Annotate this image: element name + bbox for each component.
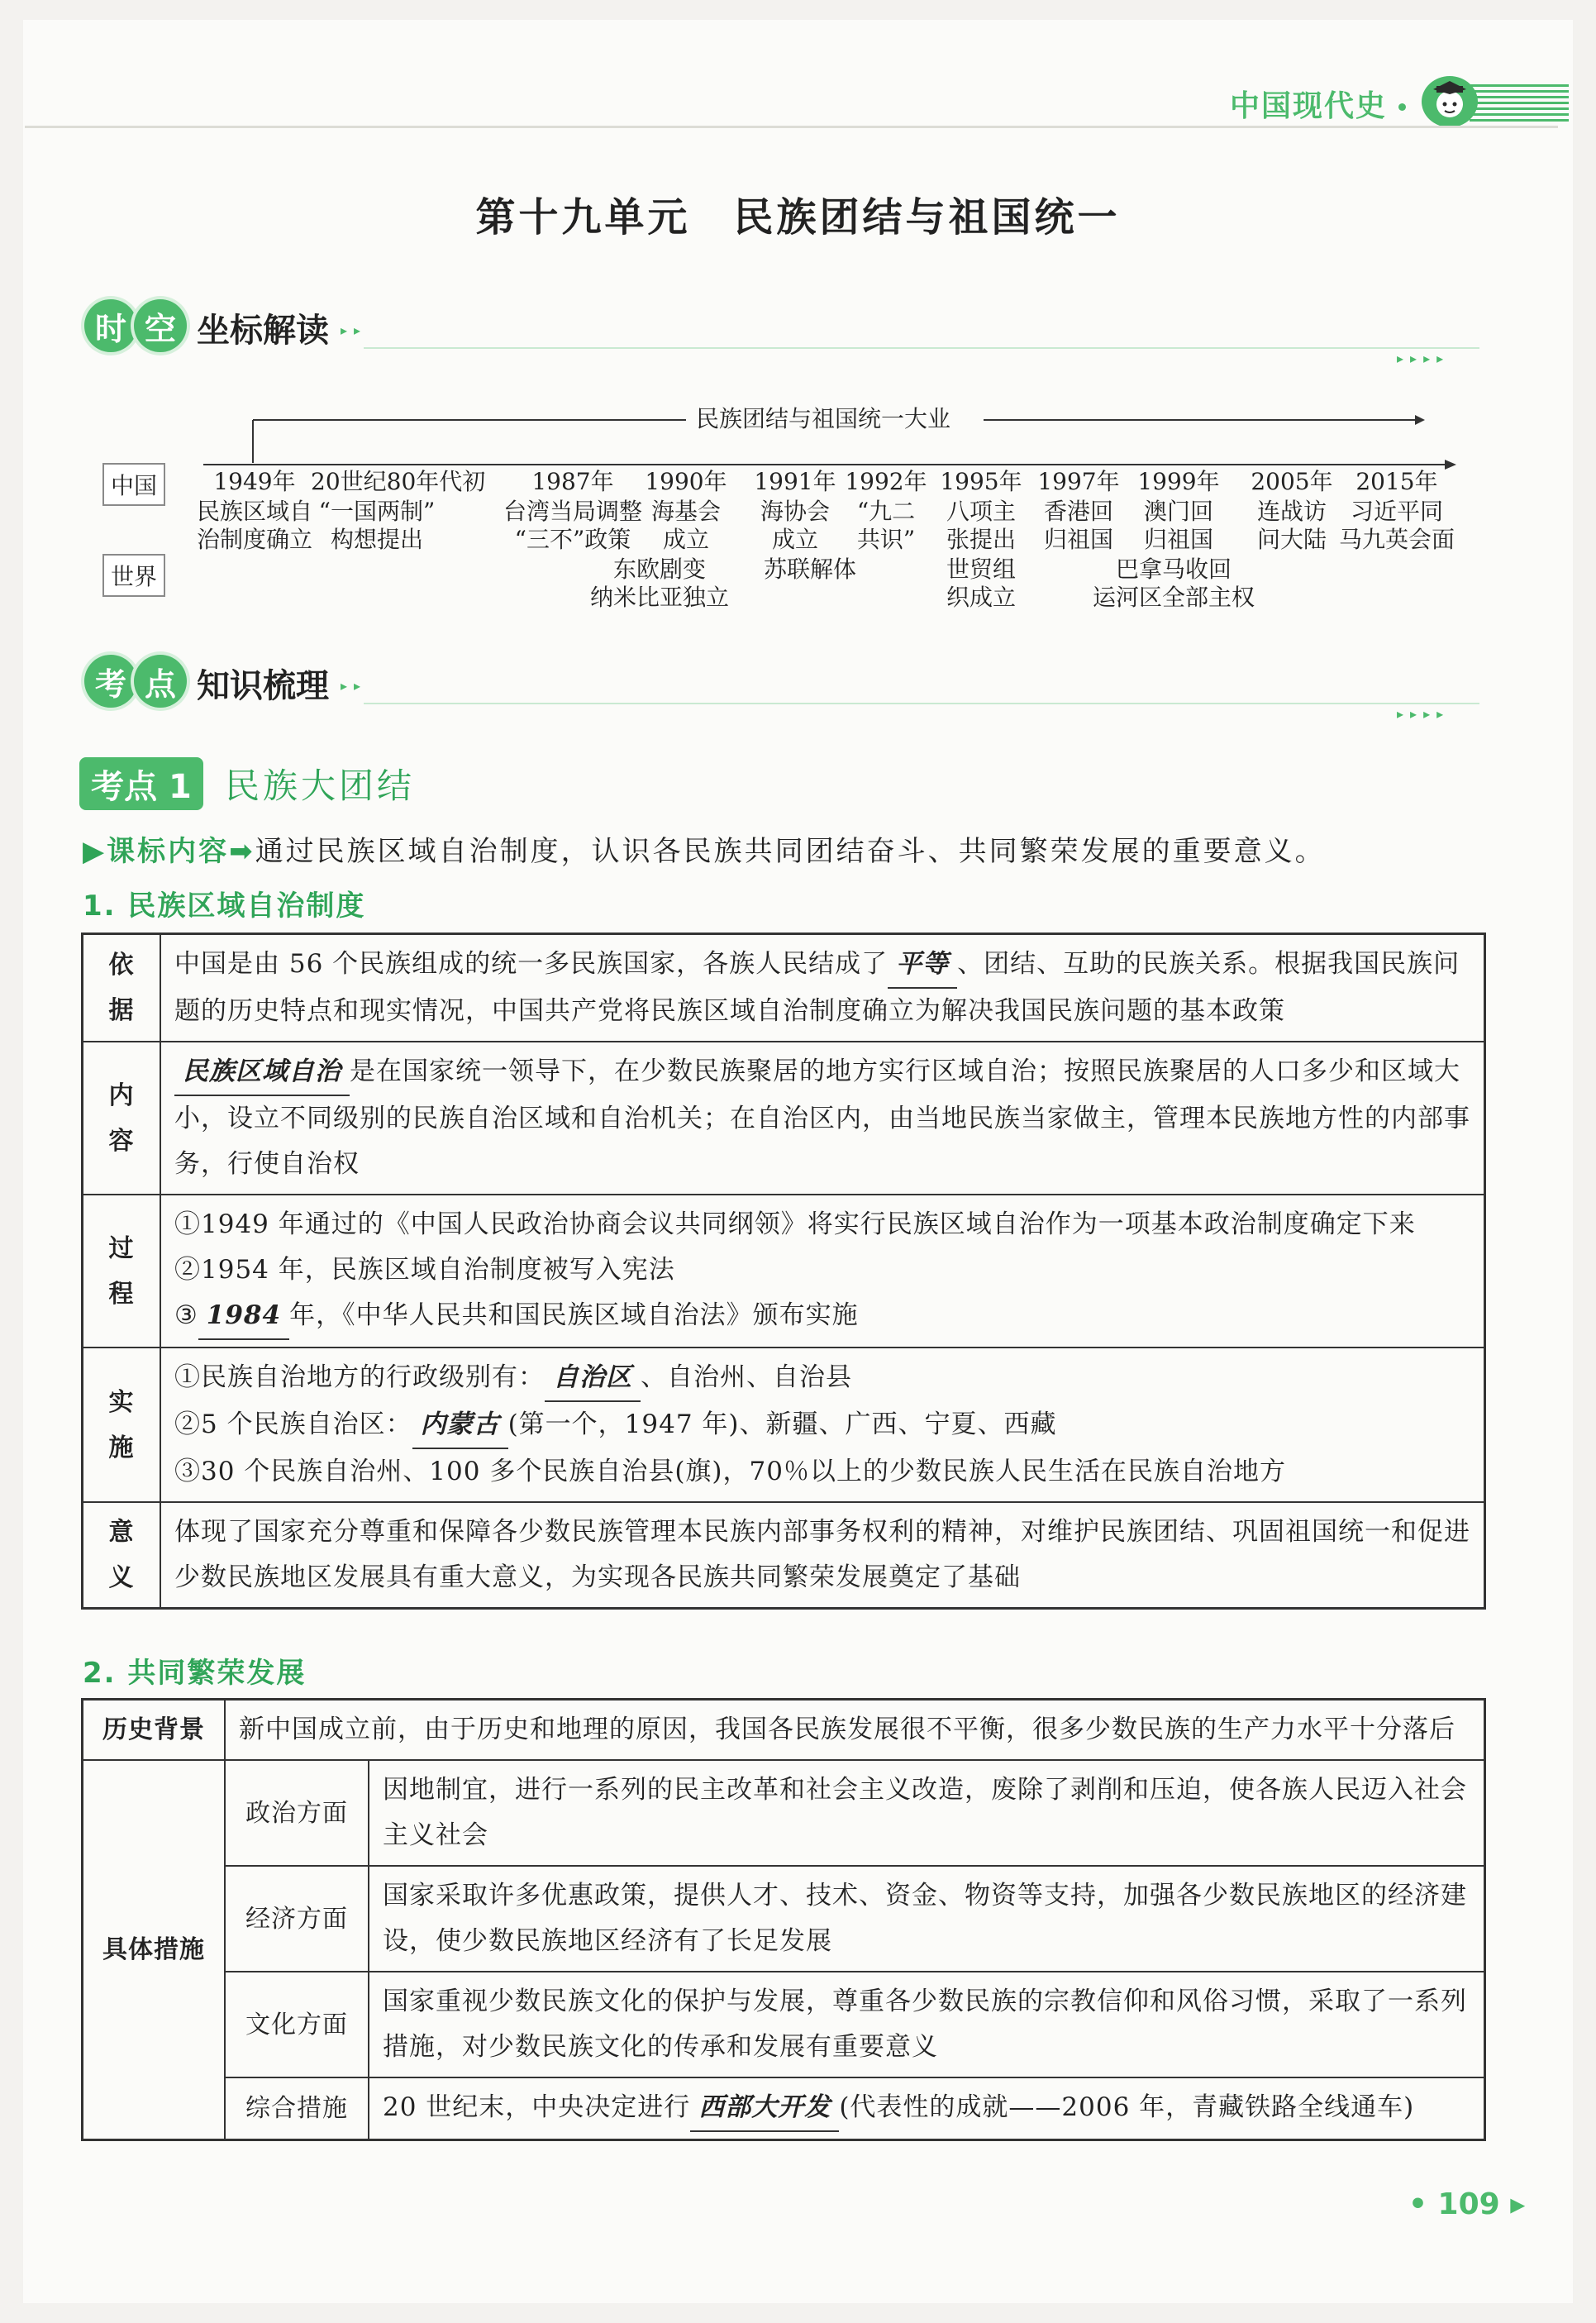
subheading-1: 1. 民族区域自治制度: [83, 890, 366, 923]
label-neirong: 内容: [83, 1042, 161, 1195]
row-label-china: 中国: [102, 463, 165, 506]
line: [174, 1355, 1470, 1402]
text: ①民族自治地方的行政级别有：: [174, 1362, 545, 1392]
label-economic: 经济方面: [225, 1866, 369, 1972]
timeline-year: 1990年: [645, 468, 727, 495]
timeline-year: 1987年: [531, 468, 614, 495]
development-table: [81, 1698, 1486, 2141]
cell-economic: 国家采取许多优惠政策，提供人才、技术、资金、物资等支持，加强各少数民族地区的经济建设，使少数民族地区经济有了长足发展: [369, 1866, 1485, 1972]
cell-background: 新中国成立前，由于历史和地理的原因，我国各民族发展很不平衡，很多少数民族的生产力水平十分落后: [225, 1700, 1485, 1761]
cell-political: 因地制宜，进行一系列的民主改革和社会主义改造，废除了剥削和压迫，使各族人民迈入社会主义社会: [369, 1760, 1485, 1866]
china-event: 连战访 问大陆: [1256, 498, 1327, 553]
row-yiyi: [83, 1502, 1485, 1609]
label-political: 政治方面: [225, 1760, 369, 1866]
row-neirong: [83, 1042, 1485, 1195]
row-label-world: 世界: [102, 554, 165, 597]
world-event: 世贸组 织成立: [946, 556, 1016, 611]
cell-cultural: 国家重视少数民族文化的保护与发展，尊重各少数民族的宗教信仰和风俗习惯，采取了一系列措施，对少数民族文化的传承和发展有重要意义: [369, 1972, 1485, 2077]
autonomy-table: [81, 933, 1486, 1610]
section-rule: [364, 703, 1479, 704]
china-event: 习近平同 马九英会面: [1338, 498, 1455, 553]
row-guocheng: [83, 1195, 1485, 1348]
section-badge-2b: 点: [134, 655, 187, 708]
cell-comprehensive: [369, 2077, 1485, 2140]
section-arrows-icon: ▸▸▸▸: [1397, 706, 1451, 722]
china-event: 海基会 成立: [650, 498, 721, 553]
text: (代表性的成就——2006 年，青藏铁路全线通车): [839, 2092, 1415, 2122]
answer-fill: 1984: [198, 1293, 289, 1340]
text: ②5 个民族自治区：: [174, 1410, 412, 1439]
span-arrowhead: [1415, 415, 1425, 425]
answer-fill: 内蒙古: [412, 1402, 508, 1449]
text: 、自治州、自治县: [641, 1362, 852, 1392]
row-yiju: [83, 934, 1485, 1042]
label-yiju: 依据: [83, 934, 161, 1042]
text: (第一个，1947 年)、新疆、广西、宁夏、西藏: [507, 1410, 1057, 1439]
text: 、团结、互助的民族关系。根据我国民族问题的历史特点和现实情况，中国共产党将民族区域自治制度确立为解决我国民族问题的基本政策: [174, 949, 1460, 1026]
header-dot: [1398, 103, 1406, 111]
china-event: 香港回 归祖国: [1043, 498, 1113, 553]
kaodian-title: 民族大团结: [225, 766, 416, 806]
world-event: 苏联解体: [763, 556, 856, 583]
china-event: 澳门回 归祖国: [1143, 498, 1213, 553]
answer-fill: 平等: [888, 942, 957, 989]
unit-title: 第十九单元 民族团结与祖国统一: [475, 194, 1121, 241]
cell-guocheng: [160, 1195, 1485, 1348]
row-comprehensive: [83, 2077, 1485, 2140]
line: [174, 1293, 1470, 1340]
answer-fill: 民族区域自治: [174, 1049, 350, 1096]
timeline-year: 1997年: [1037, 468, 1120, 495]
label-shishi: 实施: [83, 1348, 161, 1502]
china-event: “一国两制” 构想提出: [318, 498, 436, 553]
cell-shishi: [160, 1348, 1485, 1502]
row-political: [83, 1760, 1485, 1866]
line: ①1949 年通过的《中国人民政治协商会议共同纲领》将实行民族区域自治作为一项基本政治制度确定下来: [174, 1209, 1416, 1239]
timeline-year: 2005年: [1251, 468, 1333, 495]
label-background: 历史背景: [83, 1700, 226, 1761]
kaodian-label: 考点 1: [79, 757, 203, 810]
timeline-year: 1949年: [213, 468, 296, 495]
china-event: 台湾当局调整 “三不”政策: [503, 498, 642, 553]
timeline-year: 20世纪80年代初: [311, 468, 486, 495]
cell-yiyi: 体现了国家充分尊重和保障各少数民族管理本民族内部事务权利的精神，对维护民族团结、巩固祖国统一和促进少数民族地区发展具有重大意义，为实现各民族共同繁荣发展奠定了基础: [160, 1502, 1485, 1609]
china-event: “九二 共识”: [856, 498, 916, 553]
curriculum-text: 通过民族区域自治制度，认识各民族共同团结奋斗、共同繁荣发展的重要意义。: [255, 835, 1326, 868]
subheading-2: 2. 共同繁荣发展: [83, 1657, 307, 1690]
china-event: 海协会 成立: [760, 498, 830, 553]
timeline-year: 1999年: [1137, 468, 1220, 495]
row-cultural: [83, 1972, 1485, 2077]
row-shishi: [83, 1348, 1485, 1502]
answer-fill: 自治区: [545, 1355, 641, 1402]
section-arrows-icon: ▸▸▸▸: [1397, 351, 1451, 366]
timeline-year: 1995年: [940, 468, 1022, 495]
cell-yiju: [160, 934, 1485, 1042]
china-event: 民族区域自 治制度确立: [196, 498, 312, 553]
student-avatar-icon: [1422, 76, 1478, 127]
section-title-knowledge: 知识梳理: [197, 667, 329, 705]
label-guocheng: 过程: [83, 1195, 161, 1348]
timeline-year: 2015年: [1355, 468, 1438, 495]
timeline-span-label: 民族团结与祖国统一大业: [696, 405, 951, 432]
section-badge-1b: 空: [134, 299, 187, 352]
title-arrow-icon: ▸▸: [341, 322, 368, 338]
header-rule: [25, 126, 1558, 128]
curriculum-line: [83, 828, 1326, 869]
section-badge-2a: 考: [84, 655, 137, 708]
timeline-year: 1992年: [845, 468, 927, 495]
curriculum-label: ▶课标内容➡: [83, 835, 255, 868]
label-cultural: 文化方面: [225, 1972, 369, 2077]
china-event: 八项主 张提出: [946, 498, 1016, 553]
text: 年，《中华人民共和国民族区域自治法》颁布实施: [289, 1300, 859, 1330]
text: 是在国家统一领导下，在少数民族聚居的地方实行区域自治；按照民族聚居的人口多少和区域大小，设立不同级别的民族自治区域和自治机关；在自治区内，由当地民族当家做主，管理本民族地方性的内部事务，行使自治权: [174, 1057, 1470, 1179]
label-comprehensive: 综合措施: [225, 2077, 369, 2140]
header-stripes: [1470, 84, 1569, 124]
line: ②1954 年，民族区域自治制度被写入宪法: [174, 1255, 675, 1285]
section-rule: [364, 347, 1479, 349]
timeline-year: 1991年: [754, 468, 836, 495]
text: ③: [174, 1300, 198, 1330]
section-badge-1a: 时: [84, 299, 137, 352]
section-title-timeline: 坐标解读: [197, 312, 329, 350]
title-arrow-icon: ▸▸: [341, 678, 368, 694]
line: ③30 个民族自治州、100 多个民族自治县(旗)，70％以上的少数民族人民生活在民族自治地方: [174, 1457, 1286, 1486]
text: 20 世纪末，中央决定进行: [383, 2092, 691, 2122]
world-event: 巴拿马收回 运河区全部主权: [1092, 556, 1255, 611]
page-number: • 109 ▸: [1408, 2187, 1526, 2221]
text: 中国是由 56 个民族组成的统一多民族国家，各族人民结成了: [174, 949, 889, 979]
cell-neirong: [160, 1042, 1485, 1195]
world-event: 东欧剧变 纳米比亚独立: [589, 556, 729, 611]
label-measures: 具体措施: [83, 1760, 226, 2140]
line: [174, 1402, 1470, 1449]
section-header: 中国现代史: [1230, 89, 1388, 123]
row-economic: [83, 1866, 1485, 1972]
row-background: [83, 1700, 1485, 1761]
label-yiyi: 意义: [83, 1502, 161, 1609]
answer-fill: 西部大开发: [690, 2085, 839, 2132]
